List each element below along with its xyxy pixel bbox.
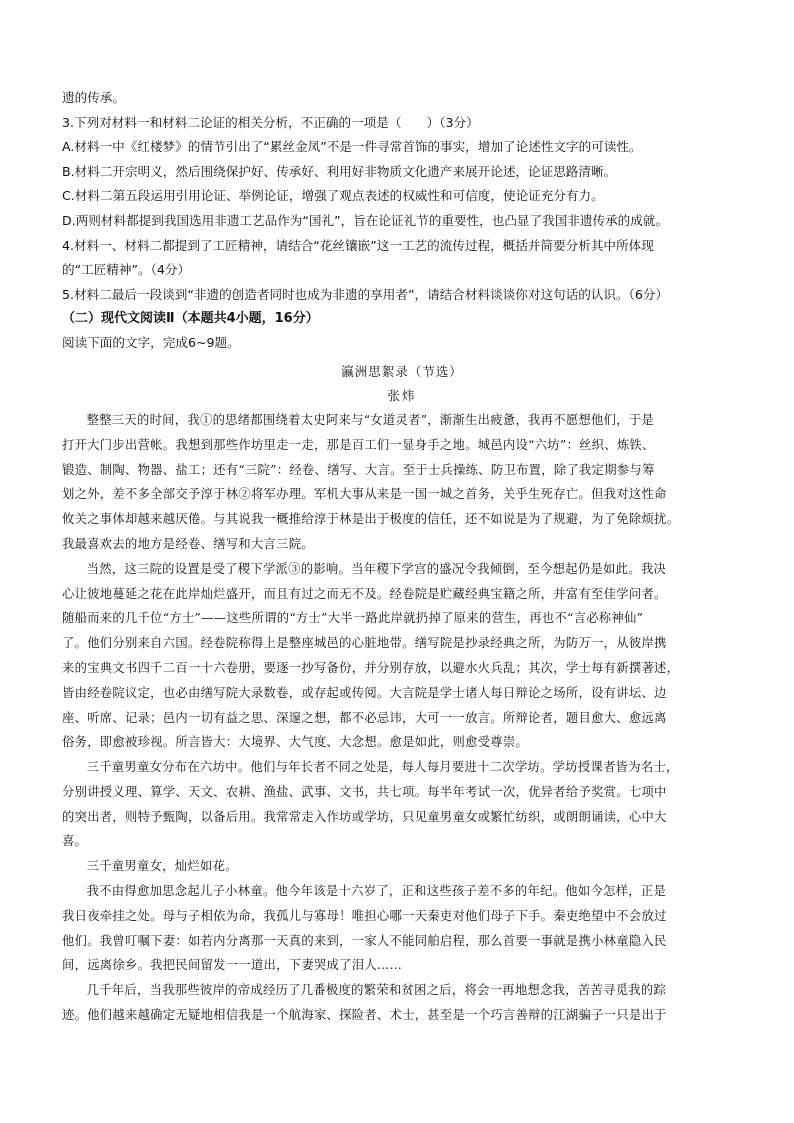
text-line: 锻造、制陶、物器、盐工；还有“三院”：经卷、缮写、大言。至于士兵操练、防卫布置，除了我定期参与筹 — [62, 462, 655, 477]
article-paragraph-6 — [62, 978, 742, 1028]
article-title: 瀛洲思絮录（节选） — [341, 363, 463, 379]
text-line: 我最喜欢去的地方是经卷、缮写和大言三院。 — [62, 536, 314, 551]
text-line: 的突出者，则特予甄陶，以备后用。我常常走入作坊或学坊，只见童男童女或繁忙纺织，或朗朗诵读，心中大 — [62, 809, 667, 824]
section-instruction: 阅读下面的文字，完成6~9题。 — [62, 335, 240, 351]
text-line: 打开大门步出营帐。我想到那些作坊里走一走，那是百工们一显身手之地。城邑内设“六坊”：丝织、炼铁、 — [62, 437, 655, 452]
question-3-option-b: B.材料二开宗明义，然后围绕保护好、传承好、利用好非物质文化遗产来展开论述，论证思路清晰。 — [62, 163, 617, 179]
article-author: 张炜 — [387, 387, 417, 403]
question-3-option-d: D.两则材料都提到我国选用非遗工艺品作为“国礼”，旨在论证礼节的重要性，也凸显了我国非遗传承的成就。 — [62, 212, 669, 228]
text-line: 我不由得愈加思念起儿子小林童。他今年该是十六岁了，正和这些孩子差不多的年纪。他如今怎样，正是 — [86, 884, 667, 899]
text-line: 他们。我曾叮嘱下妻：如若内分离那一天真的来到，一家人不能同舶启程，那么首要一事就是携小林童隐入民 — [62, 933, 667, 948]
question-3-stem: 3.下列对材料一和材料二论证的相关分析，不正确的一项是（ ）（3分） — [62, 114, 479, 130]
question-3-option-a: A.材料一中《红楼梦》的情节引出了“累丝金凤”不是一件寻常首饰的事实，增加了论述性文字的可读性。 — [62, 139, 642, 155]
text-line: 我日夜牵挂之处。母与子相依为命，我孤儿与寡母！唯担心哪一天秦吏对他们母子下手。秦吏绝望中不会放过 — [62, 908, 667, 923]
question-4-line: 的“工匠精神”。（4分） — [62, 262, 191, 278]
question-4 — [62, 234, 742, 283]
article-paragraph-5 — [62, 879, 742, 978]
text-line: 划之外，差不多全部交予淳于林②将军办理。军机大事从来是一国一城之首务，关乎生死存亡。但我对这性命 — [62, 487, 667, 502]
question-4-line: 4.材料一、材料二都提到了工匠精神，请结合“花丝镶嵌”这一工艺的流传过程，概括并简要分析其中所体现 — [62, 237, 654, 253]
prev-question-continuation: 遗的传承。 — [62, 90, 125, 105]
text-line: 几千年后，当我那些彼岸的帝成经历了几番极度的繁荣和贫困之后，将会一再地想念我，苦苦寻觅我的踪 — [86, 983, 667, 998]
text-line: 整整三天的时间，我①的思绪都围绕着太史阿来与“女道灵者”，渐渐生出疲惫，我再不愿想他们，于是 — [86, 412, 655, 427]
question-5: 5.材料二最后一段谈到“非遗的创造者同时也成为非遗的享用者”，请结合材料谈谈你对这句话的认识。（6分） — [62, 286, 669, 302]
article-paragraph-2 — [62, 557, 742, 755]
question-3 — [62, 111, 742, 234]
text-line: 了。他们分别来自六国。经卷院称得上是整座城邑的心脏地带。缮写院是抄录经典之所，为防万一，从彼岸携 — [62, 636, 667, 651]
article-body — [62, 408, 742, 1028]
text-line: 间，远离徐乡。我把民间留发一一道出，下妻哭成了泪人…… — [62, 958, 403, 973]
text-line: 俗务，即愈被珍视。所言皆大：大境界、大气度、大念想。愈是如此，则愈受尊崇。 — [62, 735, 529, 750]
text-line: 三千童男童女分布在六坊中。他们与年长者不同之处是，每人每月要进十二次学坊。学坊授课者皆为名士， — [86, 760, 679, 775]
section-heading: （二）现代文阅读Ⅱ（本题共4小题，16分） — [62, 311, 319, 327]
article-paragraph-3 — [62, 755, 742, 854]
text-line: 攸关之事体却越来越厌倦。与其说我一概推给淳于林是出于极度的信任，还不如说是为了规避，为了免除烦扰。 — [62, 512, 680, 527]
text-line: 喜。 — [62, 834, 88, 849]
text-line: 座、听席、记录；邑内一切有益之思、深邃之想，都不必忌讳，大可一一放言。所辩论者，题目愈大、愈远离 — [62, 710, 667, 725]
text-line: 皆由经卷院议定，也必由缮写院大录数卷，或存起或传阅。大言院是学士诸人每日辩论之场所，设有讲坛、边 — [62, 685, 667, 700]
article-paragraph-1 — [62, 408, 742, 557]
question-3-option-c: C.材料二第五段运用引用论证、举例论证，增强了观点表述的权威性和可信度，使论证充分有力。 — [62, 188, 604, 204]
exam-page — [62, 86, 742, 1028]
text-line: 分别讲授义理、算学、天文、农耕、渔盐、武事、文书，共七项。每半年考试一次，优异者给予奖赏。七项中 — [62, 784, 667, 799]
text-line: 迹。他们越来越确定无疑地相信我是一个航海家、探险者、术士，甚至是一个巧言善辩的江湖骗子一只是出于 — [62, 1008, 667, 1023]
text-line: 来的宝典文书四千二百一十六卷册，要逐一抄写备份，并分别存放，以避水火兵乱；其次，学士每有新撰著述， — [62, 660, 680, 675]
text-line: 随船而来的几千位“方士”——这些所谓的“方士”大半一路此岸就扔掉了原来的营生，再也不“言必称神仙” — [62, 611, 644, 626]
text-line: 心让彼地蔓延之花在此岸灿烂盛开，而且有过之而无不及。经卷院是贮藏经典宝籍之所，并富有至佳学问者。 — [62, 586, 667, 601]
article-paragraph-4 — [62, 854, 742, 879]
text-line: 当然，这三院的设置是受了稷下学派③的影响。当年稷下学宫的盛况令我倾倒，至今想起仍是如此。我决 — [86, 561, 667, 576]
text-line: 三千童男童女，灿烂如花。 — [86, 859, 238, 874]
